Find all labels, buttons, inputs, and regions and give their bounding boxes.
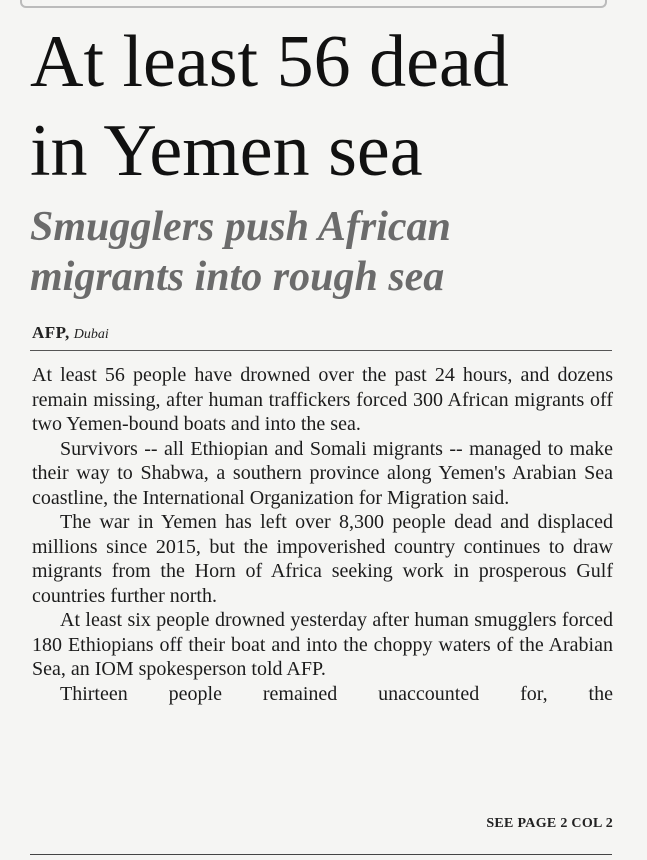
- headline-line-1: At least 56 dead: [30, 21, 509, 103]
- byline-agency: AFP,: [32, 323, 70, 342]
- continuation-reference: SEE PAGE 2 COL 2: [486, 816, 613, 831]
- subheadline-line-1: Smugglers push African: [30, 204, 451, 250]
- headline: [30, 18, 630, 196]
- paragraph-2: Survivors -- all Ethiopian and Somali migrants -- managed to make their way to Shabwa, a southern province along Yemen's Arabian Sea coastline, the International Organization for Migration said.: [32, 437, 613, 509]
- byline: [32, 323, 109, 343]
- subheadline: [30, 202, 630, 302]
- subheadline-line-2: migrants into rough sea: [30, 254, 445, 300]
- article-body: [32, 363, 613, 706]
- paragraph-5: Thirteen people remained unaccounted for, the: [60, 682, 613, 705]
- byline-divider: [30, 350, 612, 351]
- bottom-divider: [30, 854, 612, 855]
- paragraph-1: At least 56 people have drowned over the past 24 hours, and dozens remain missing, after human traffickers forced 300 African migrants off two Yemen-bound boats and into the sea.: [32, 364, 613, 435]
- byline-place: Dubai: [73, 327, 109, 342]
- top-border: [20, 0, 607, 8]
- paragraph-3: The war in Yemen has left over 8,300 people dead and displaced millions since 2015, but the impoverished country continues to draw migrants from the Horn of Africa seeking work in prosperous Gulf countries further north.: [32, 511, 613, 607]
- headline-line-2: in Yemen sea: [30, 110, 423, 192]
- paragraph-4: At least six people drowned yesterday after human smugglers forced 180 Ethiopians off their boat and into the choppy waters of the Arabian Sea, an IOM spokesperson told AFP.: [32, 609, 613, 680]
